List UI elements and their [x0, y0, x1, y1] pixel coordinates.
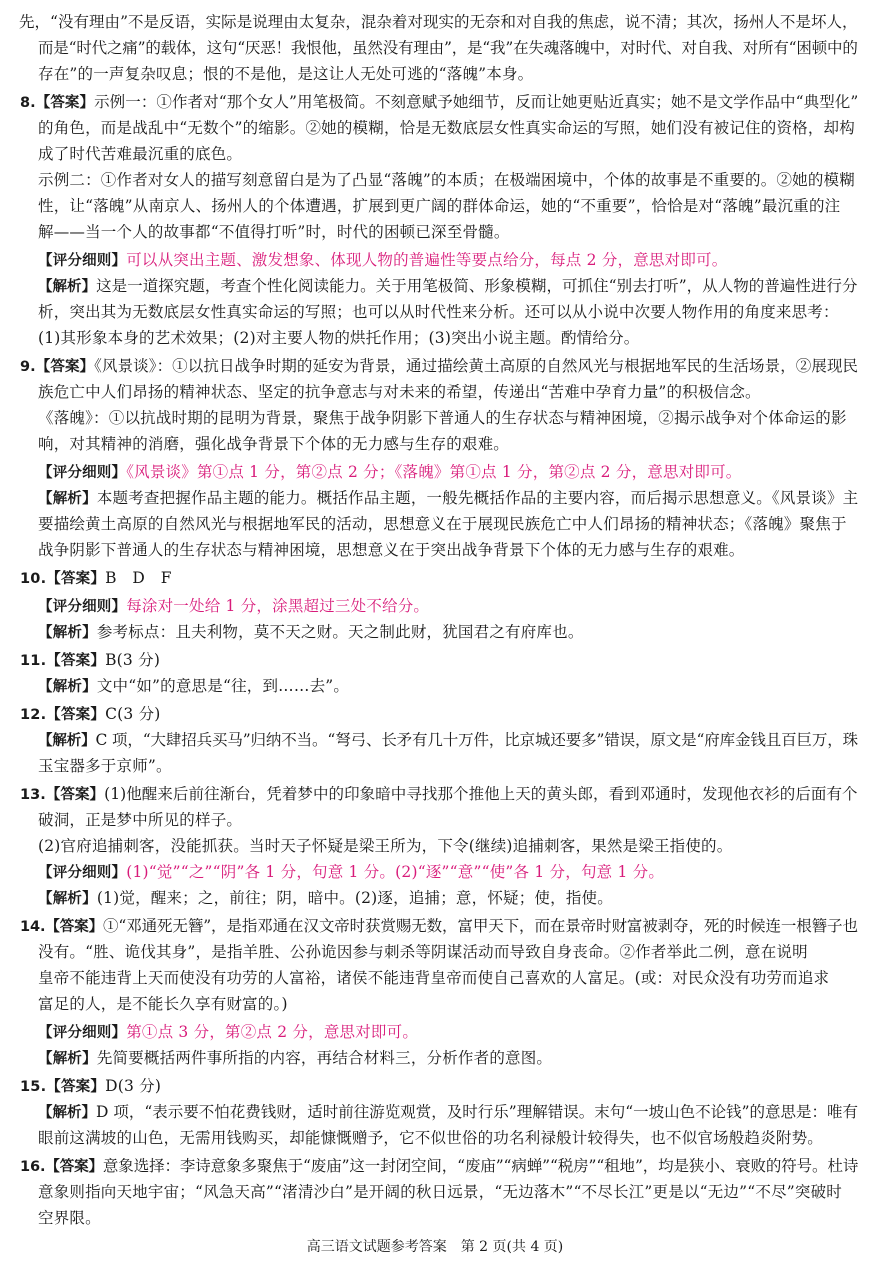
body-text: 成了时代苦难最沉重的底色。 — [38, 145, 243, 163]
body-text: 而是“时代之痛”的载体，这句“厌恶！我恨他，虽然没有理由”，是“我”在失魂落魄中，对时代、对自我、对所有“困顿中的 — [38, 39, 858, 57]
body-text: 这是一道探究题，考查个性化阅读能力。关于用笔极简、形象模糊，可抓住“别去打听”，从人物的普遍性进行分 — [96, 277, 858, 295]
text-line — [38, 434, 509, 454]
body-text: 文中“如”的意思是“往，到……去”。 — [96, 677, 350, 695]
body-text: (1)觉，醒来；之，前往；阴，暗中。(2)逐，追捕；意，怀疑；使，指使。 — [96, 889, 613, 907]
text-line — [38, 302, 839, 322]
text-line — [38, 730, 858, 751]
body-text: 析，突出其为无数底层女性真实命运的写照；也可以从时代性来分析。还可以从小说中次要人物作用的角度来思考： — [38, 303, 839, 321]
body-text: (1)其形象本身的艺术效果；(2)对主要人物的烘托作用；(3)突出小说主题。酌情给分。 — [38, 329, 640, 347]
body-text: 性，让“落魄”从南京人、扬州人的个体遭遇，扩展到更广阔的群体命运，她的“不重要”，恰恰是对“落魄”最沉重的注 — [38, 197, 841, 215]
scoring-text: 可以从突出主题、激发想象、体现人物的普遍性等要点给分，每点 2 分，意思对即可。 — [126, 251, 728, 269]
text-line — [38, 250, 727, 271]
body-text: 先简要概括两件事所指的内容，再结合材料三，分析作者的意图。 — [96, 1049, 553, 1067]
text-line — [38, 488, 858, 509]
body-text: ①“邓通死无簪”，是指邓通在汉文帝时获赏赐无数，富甲天下，而在景帝时财富被剥夺，死的时候连一根簪子也 — [103, 917, 858, 935]
text-line — [38, 1102, 858, 1123]
body-text: (2)官府追捕刺客，没能抓获。当时天子怀疑是梁王所为，下令(继续)追捕刺客，果然是梁王指使的。 — [38, 837, 733, 855]
section-tag: 【解析】 — [38, 1105, 96, 1121]
text-line — [38, 756, 172, 776]
text-line — [38, 196, 840, 216]
text-line — [20, 704, 161, 725]
section-tag: 【解析】 — [38, 279, 97, 295]
scoring-text: (1)“觉”“之”“阴”各 1 分，句意 1 分。(2)“逐”“意”“使”各 1 分，句意 1 分。 — [126, 863, 665, 881]
text-line — [20, 784, 858, 805]
text-line — [20, 356, 858, 377]
scoring-text: 《风景谈》第①点 1 分，第②点 2 分；《落魄》第①点 1 分，第②点 2 分，意思对即可。 — [126, 463, 742, 481]
text-line — [38, 1208, 101, 1228]
body-text: (1)他醒来后前往渐台，凭着梦中的印象暗中寻找那个推他上天的黄头郎，看到邓通时，发现他衣衫的后面有个 — [104, 785, 858, 803]
section-tag: 15.【答案】 — [20, 1079, 106, 1095]
text-line — [38, 118, 855, 138]
text-line — [38, 540, 745, 560]
body-text: 族危亡中人们昂扬的精神状态、坚定的抗争意志与对未来的希望，传递出“苦难中孕育力量”的积极信念。 — [38, 383, 761, 401]
body-text: 要描绘黄土高原的自然风光与根据地军民的活动，思想意义在于展现民族危亡中人们昂扬的精神状态；《落魄》聚焦于 — [38, 515, 847, 533]
section-tag: 9.【答案】 — [20, 359, 95, 375]
body-text: 示例二：①作者对女人的描写刻意留白是为了凸显“落魄”的本质；在极端困境中，个体的故事是不重要的。②她的模糊 — [38, 171, 855, 189]
text-line — [38, 328, 639, 348]
page-footer: 高三语文试题参考答案 第 2 页(共 4 页) — [306, 1239, 564, 1255]
section-tag: 11.【答案】 — [20, 653, 106, 669]
body-text: B(3 分) — [105, 651, 161, 669]
text-line — [20, 568, 172, 589]
text-line — [38, 382, 761, 402]
section-tag: 【解析】 — [38, 679, 97, 695]
body-text: 本题考查把握作品主题的能力。概括作品主题，一般先概括作品的主要内容，而后揭示思想意义。《风景谈》主 — [96, 489, 859, 507]
body-text: 富足的人，是不能长久享有财富的。) — [38, 995, 288, 1013]
section-tag: 【解析】 — [38, 891, 97, 907]
body-text: 玉宝器多于京师”。 — [38, 757, 172, 775]
text-line — [19, 12, 858, 32]
section-tag: 16.【答案】 — [20, 1159, 103, 1175]
text-line — [38, 64, 533, 84]
section-tag: 12.【答案】 — [20, 707, 106, 723]
text-line — [38, 144, 242, 164]
text-line — [38, 810, 242, 830]
body-text: D 项，“表示要不怕花费钱财，适时前往游览观赏，及时行乐”理解错误。末句“一坡山色不论钱”的意思是：唯有 — [96, 1103, 859, 1121]
text-line — [38, 1128, 823, 1148]
text-line — [38, 596, 429, 617]
section-tag: 【解析】 — [38, 733, 96, 749]
text-line — [20, 916, 858, 937]
text-line — [38, 1182, 842, 1202]
text-line — [38, 968, 829, 988]
body-text: 先，“没有理由”不是反语，实际是说理由太复杂，混杂着对现实的无奈和对自我的焦虑，说不清；其次，扬州人不是坏人， — [19, 13, 858, 31]
body-text: 参考标点：且夫利物，莫不天之财。天之制此财，犹国君之有府库也。 — [96, 623, 584, 641]
body-text: 皇帝不能违背上天而使没有功劳的人富裕，诸侯不能违背皇帝而使自己喜欢的人富足。(或：对民众没有功劳而追求 — [38, 969, 830, 987]
body-text: C 项，“大肆招兵买马”归纳不当。“弩弓、长矛有几十万件，比京城还要多”错误，原文是“府库金钱且百巨万，珠 — [95, 731, 859, 749]
text-line — [38, 836, 732, 856]
body-text: 解——当一个人的故事都“不值得打听”时，时代的困顿已深至骨髓。 — [38, 223, 510, 241]
section-tag: 【评分细则】 — [38, 465, 127, 481]
text-line — [38, 408, 847, 428]
text-line — [38, 1048, 552, 1069]
section-tag: 【评分细则】 — [38, 253, 127, 269]
section-tag: 【评分细则】 — [38, 599, 127, 615]
body-text: 《风景谈》：①以抗日战争时期的延安为背景，通过描绘黄土高原的自然风光与根据地军民的生活场景，②展现民 — [94, 357, 859, 375]
body-text: 战争阴影下普通人的生存状态与精神困境，思想意义在于突出战争背景下个体的无力感与生存的艰难。 — [38, 541, 745, 559]
text-line — [38, 170, 855, 190]
body-text: 破洞，正是梦中所见的样子。 — [38, 811, 243, 829]
text-line — [38, 676, 349, 697]
body-text: 的角色，而是战乱中“无数个”的缩影。②她的模糊，恰是无数底层女性真实命运的写照，她们没有被记住的资格，却构 — [38, 119, 855, 137]
text-line — [38, 38, 858, 58]
section-tag: 【解析】 — [38, 625, 97, 641]
section-tag: 【评分细则】 — [38, 865, 127, 881]
body-text: B D F — [105, 569, 172, 587]
body-text: 没有。“胜、诡伐其身”，是指羊胜、公孙诡因参与刺杀等阴谋活动而导致自身丧命。②作者举此二例，意在说明 — [38, 943, 808, 961]
text-line — [38, 462, 741, 483]
scoring-text: 第①点 3 分，第②点 2 分，意思对即可。 — [126, 1023, 419, 1041]
section-tag: 10.【答案】 — [20, 571, 106, 587]
text-line — [38, 622, 584, 643]
body-text: C(3 分) — [105, 705, 161, 723]
section-tag: 14.【答案】 — [20, 919, 103, 935]
section-tag: 13.【答案】 — [20, 787, 105, 803]
text-line — [38, 222, 510, 242]
body-text: 示例一：①作者对“那个女人”用笔极简。不刻意赋予她细节，反而让她更贴近真实；她不是文学作品中“典型化” — [94, 93, 859, 111]
body-text: 响，对其精神的消磨，强化战争背景下个体的无力感与生存的艰难。 — [38, 435, 510, 453]
text-line — [38, 514, 847, 534]
text-line — [20, 1156, 858, 1177]
text-line — [38, 942, 808, 962]
section-tag: 8.【答案】 — [20, 95, 95, 111]
text-line — [20, 1076, 161, 1097]
section-tag: 【解析】 — [38, 491, 97, 507]
body-text: 存在”的一声复杂叹息；恨的不是他，是这让人无处可逃的“落魄”本身。 — [38, 65, 534, 83]
text-line — [38, 994, 288, 1014]
section-tag: 【解析】 — [38, 1051, 97, 1067]
body-text: 《落魄》：①以抗战时期的昆明为背景，聚焦于战争阴影下普通人的生存状态与精神困境，②揭示战争对个体命运的影 — [38, 409, 847, 427]
text-line — [20, 650, 160, 671]
text-line — [38, 888, 613, 909]
text-line — [38, 276, 857, 297]
text-line — [20, 92, 858, 113]
body-text: 意象选择：李诗意象多聚焦于“废庙”这一封闭空间，“废庙”“病蝉”“税房”“租地”，均是狭小、衰败的符号。杜诗 — [102, 1157, 859, 1175]
body-text: 眼前这满坡的山色，无需用钱购买，却能慷慨赠予，它不似世俗的功名利禄般计较得失，也不似官场般趋炎附势。 — [38, 1129, 824, 1147]
body-text: D(3 分) — [105, 1077, 162, 1095]
text-line — [38, 862, 664, 883]
body-text: 意象则指向天地宇宙；“风急天高”“渚清沙白”是开阔的秋日远景，“无边落木”“不尽长江”更是以“无边”“不尽”突破时 — [38, 1183, 842, 1201]
text-line — [38, 1022, 418, 1043]
body-text: 空界限。 — [38, 1209, 101, 1227]
section-tag: 【评分细则】 — [38, 1025, 127, 1041]
scoring-text: 每涂对一处给 1 分，涂黑超过三处不给分。 — [126, 597, 430, 615]
